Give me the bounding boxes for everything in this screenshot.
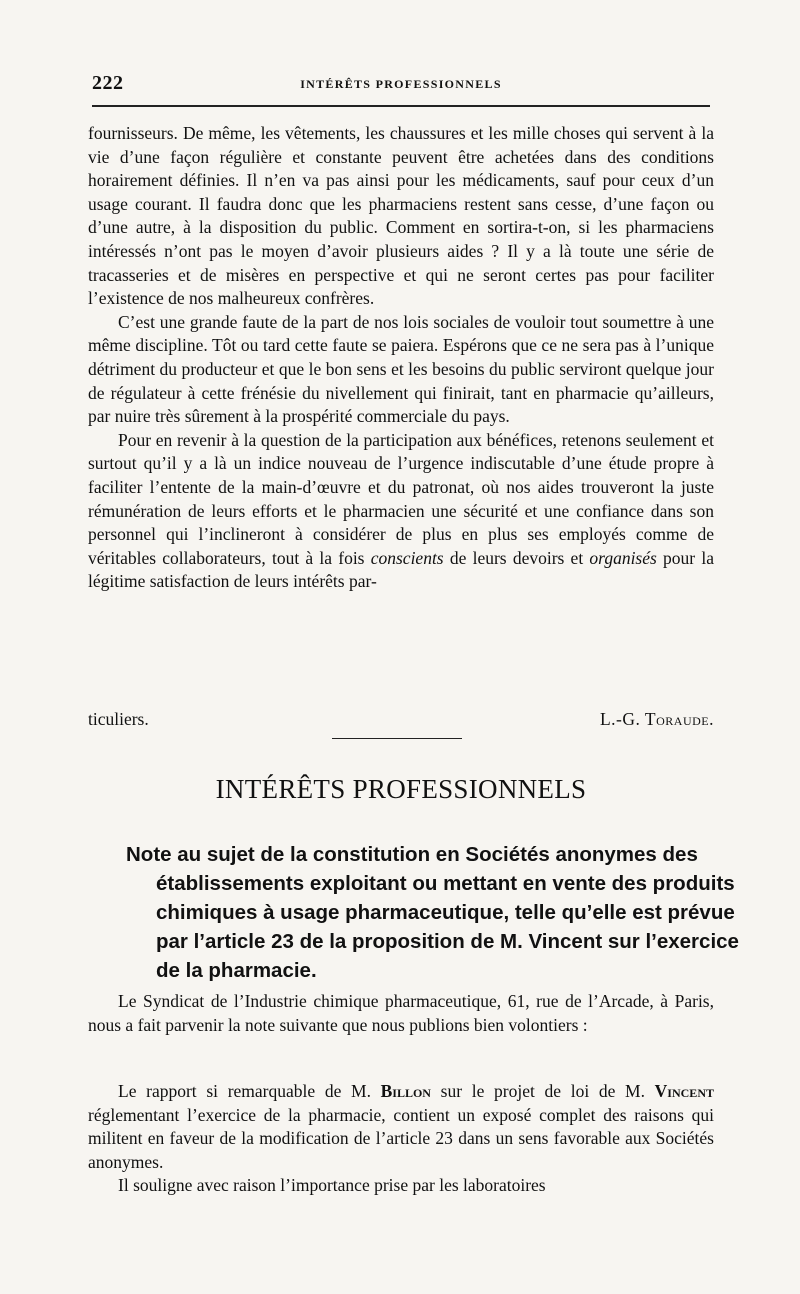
paragraph-3-text-a: Pour en revenir à la question de la participation aux bénéfices, retenons seulement et surtout qu’il y a là un indice nouveau de l’urgence indiscutable d’une étude propre à faciliter l’entente de la main-d’œuvre et du patronat, où nos aides trouveront la juste rémunération de leurs efforts et le pharmacien une sécurité et une confiance dans son personnel qui l’inclineront à considérer de plus en plus ses employés comme de véritables collaborateurs, tout à la fois <box>88 429 714 568</box>
paragraph-3 <box>88 429 714 594</box>
report-text-b: sur le projet de loi de M. <box>430 1081 655 1101</box>
intro-paragraph: Le Syndicat de l’Industrie chimique pharmaceutique, 61, rue de l’Arcade, à Paris, nous a fait parvenir la note suivante que nous publions bien volontiers : <box>88 991 714 1035</box>
running-title: INTÉRÊTS PROFESSIONNELS <box>300 77 502 91</box>
report-paragraph-2: Il souligne avec raison l’importance prise par les laboratoires <box>118 1175 546 1196</box>
paragraph-3-text-c: pour la légitime satisfaction de leurs intérêts par- <box>88 547 714 592</box>
section-divider <box>332 738 462 739</box>
intro-block <box>88 990 714 1037</box>
report-text-a: Le rapport si remarquable de M. <box>118 1081 381 1101</box>
author-signature: L.-G. Toraude. <box>599 709 714 729</box>
paragraph-3-last-line: ticuliers. <box>88 709 149 729</box>
report-text-c: réglementant l’exercice de la pharmacie, contient un exposé complet des raisons qui militent en faveur de la modification de l’article 23 dans un sens favorable aux Sociétés anonymes. <box>88 1104 714 1172</box>
paragraph-2: C’est une grande faute de la part de nos lois sociales de vouloir tout soumettre à une même discipline. Tôt ou tard cette faute se paiera. Espérons que ce ne sera pas à l’unique détriment du producteur et que le bon sens et les besoins du public serviront quelque jour de régulateur à cette frénésie du nivellement qui finirait, tant en pharmacie qu’ailleurs, par nuire très sûrement à la prospérité commerciale du pays. <box>88 311 714 427</box>
header-rule <box>92 105 710 107</box>
italic-word-organises: organisés <box>589 547 657 568</box>
italic-word-conscients: conscients <box>370 547 444 568</box>
paragraph-1: fournisseurs. De même, les vêtements, les chaussures et les mille choses qui servent à la vie d’une façon régulière et constante peuvent être achetées dans des conditions horairement définies. Il n’en va pas ainsi pour les médicaments, sauf pour ceux d’un usage courant. Il faudra donc que les pharmaciens restent sans cesse, d’une façon ou d’une autre, à la disposition du public. Comment en sortira-t-on, si les pharmaciens intéressés n’ont pas le moyen d’avoir plusieurs aides ? Il y a là toute une série de tracasseries et de misères en perspective et qui ne seront certes pas pour faciliter l’existence de nos malheureux confrères. <box>88 123 714 309</box>
page-header <box>92 72 710 96</box>
section-title: INTÉRÊTS PROFESSIONNELS <box>215 774 587 804</box>
report-block <box>88 1080 714 1198</box>
article-continuation <box>88 122 714 594</box>
note-title: Note au sujet de la constitution en Sociétés anonymes des établissements exploitant ou mettant en vente des produits chimiques à usage pharmaceutique, telle qu’elle est prévue par l’article 23 de la proposition de M. Vincent sur l’exercice de la pharmacie. <box>126 843 739 982</box>
name-billon: Billon <box>380 1081 431 1101</box>
paragraph-3-text-b: de leurs devoirs et <box>443 547 590 568</box>
page-number: 222 <box>92 72 124 94</box>
report-paragraph-1 <box>88 1080 714 1174</box>
name-vincent: Vincent <box>654 1081 714 1101</box>
signature-line <box>88 709 714 733</box>
